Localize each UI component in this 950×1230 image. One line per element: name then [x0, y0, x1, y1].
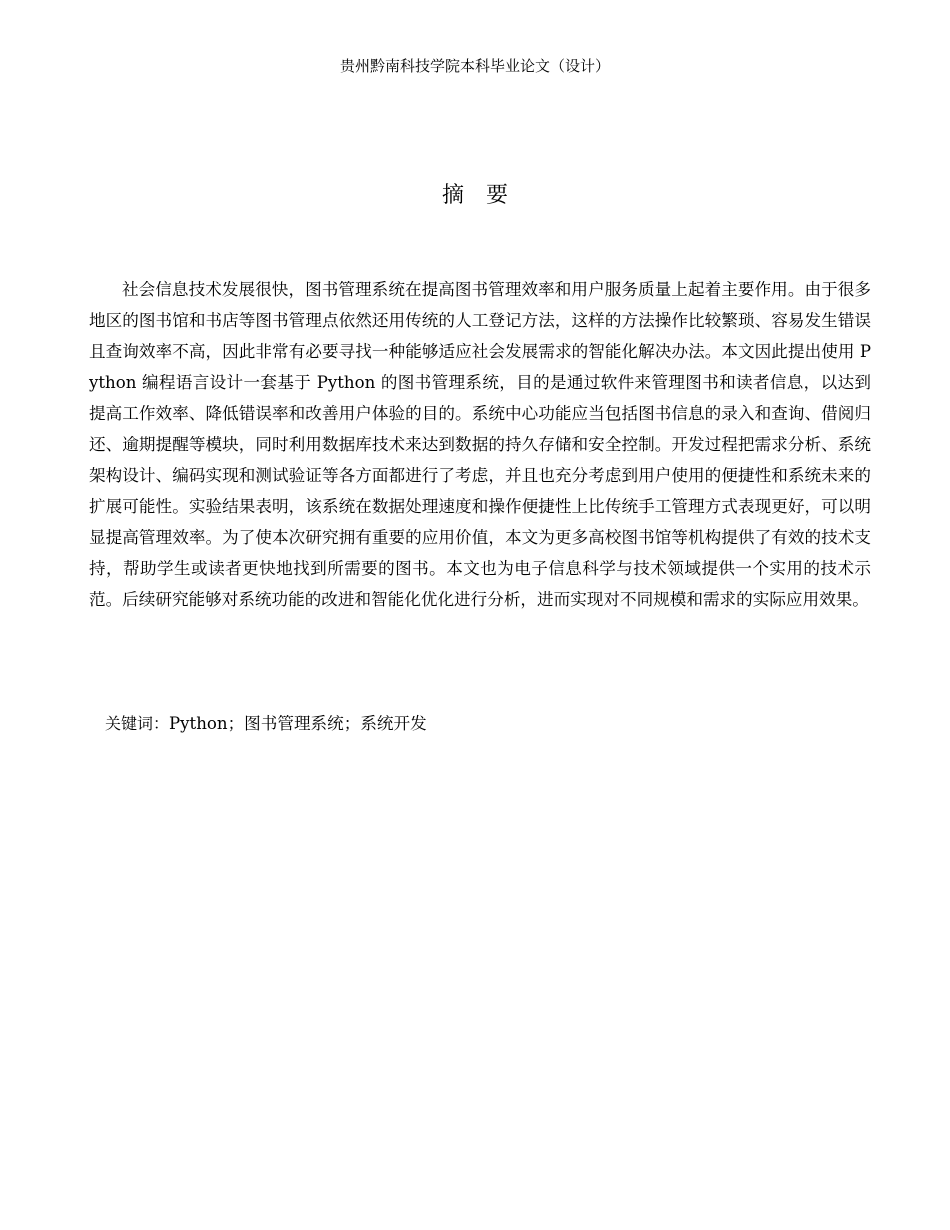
- keywords-label: 关键词：: [105, 714, 170, 733]
- keywords-value: Python；图书管理系统；系统开发: [169, 714, 427, 733]
- abstract-title: 摘要: [441, 183, 530, 208]
- running-header: 贵州黔南科技学院本科毕业论文（设计）: [339, 57, 610, 75]
- abstract-body: 社会信息技术发展很快，图书管理系统在提高图书管理效率和用户服务质量上起着主要作用。由于很多地区的图书馆和书店等图书管理点依然还用传统的人工登记方法，这样的方法操作比较繁琐、容易发生错误且查询效率不高，因此非常有必要寻找一种能够适应社会发展需求的智能化解决办法。本文因此提出使用 Python 编程语言设计一套基于 Python 的图书管理系统，目的是通过软件来管理图书和读者信息，以达到提高工作效率、降低错误率和改善用户体验的目的。系统中心功能应当包括图书信息的录入和查询、借阅归还、逾期提醒等模块，同时利用数据库技术来达到数据的持久存储和安全控制。开发过程把需求分析、系统架构设计、编码实现和测试验证等各方面都进行了考虑，并且也充分考虑到用户使用的便捷性和系统未来的扩展可能性。实验结果表明，该系统在数据处理速度和操作便捷性上比传统手工管理方式表现更好，可以明显提高管理效率。为了使本次研究拥有重要的应用价值，本文为更多高校图书馆等机构提供了有效的技术支持，帮助学生或读者更快地找到所需要的图书。本文也为电子信息科学与技术领域提供一个实用的技术示范。后续研究能够对系统功能的改进和智能化优化进行分析，进而实现对不同规模和需求的实际应用效果。: [89, 280, 871, 609]
- keywords-line: [105, 708, 427, 739]
